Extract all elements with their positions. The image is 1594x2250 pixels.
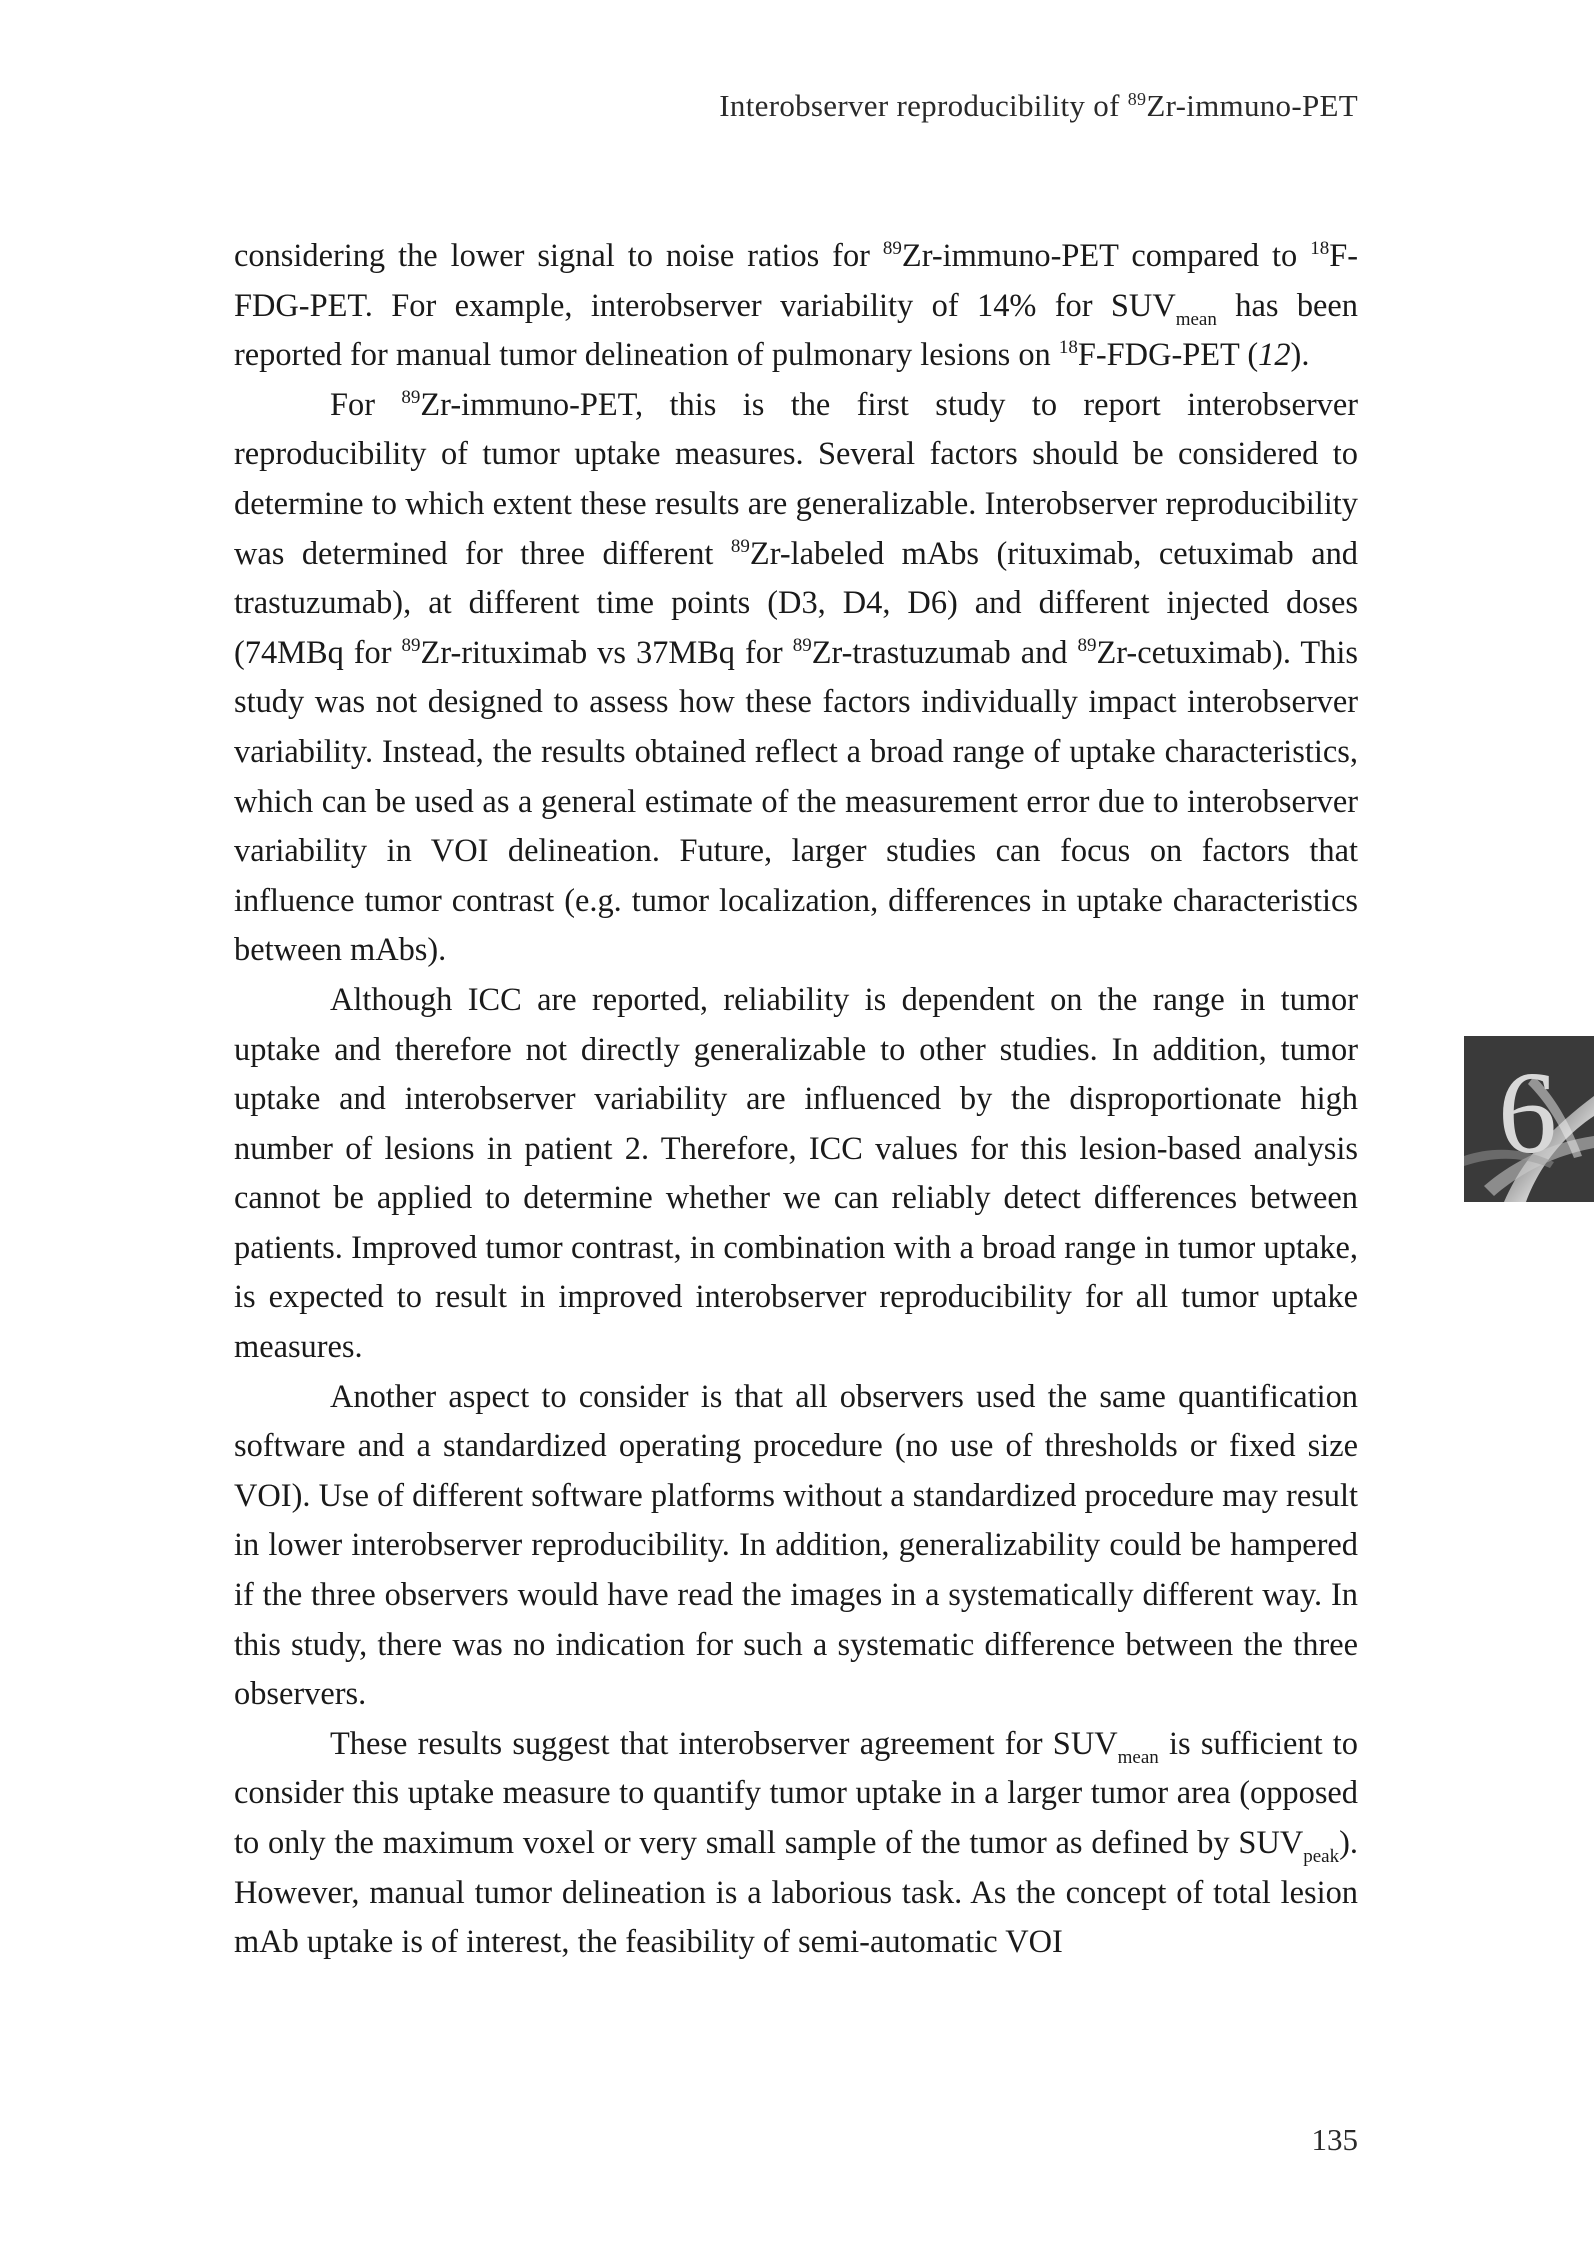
text-run: Another aspect to consider is that all observers used the same quantification software and a standardized operating procedure (no use of thresholds or fixed size VOI). Use of different software platforms without a standardized procedure may result in lower interobserver reproducibility. In addition, generalizability could be hampered if the three observers would have read the images in a systematically different way. In this study, there was no indication for such a systematic difference between the three observers.: [234, 1378, 1358, 1713]
isotope-superscript: 18: [1310, 238, 1330, 259]
text-run: For: [330, 386, 402, 423]
text-run: ). However, manual tumor delineation is a laborious task. As the concept of total lesion mAb uptake is of interest, the feasibility of semi-automatic VOI: [234, 1825, 1358, 1961]
isotope-superscript: 89: [882, 238, 902, 259]
running-header: [719, 88, 1358, 124]
isotope-superscript: 89: [792, 634, 812, 656]
text-run: considering the lower signal to noise ratios for: [234, 238, 883, 274]
text-run: Zr-cetuximab). This study was not designed to assess how these factors individually impact interobserver variability. Instead, the results obtained reflect a broad range of uptake characteristics, which can be used as a general estimate of the measurement error due to interobserver variability in VOI delineation. Future, larger studies can focus on factors that influence tumor contrast (e.g. tumor localization, differences in uptake characteristics between mAbs).: [234, 634, 1358, 969]
paragraph: [234, 381, 1358, 976]
text-run: These results suggest that interobserver agreement for SUV: [330, 1725, 1118, 1762]
text-run: Although ICC are reported, reliability is dependent on the range in tumor uptake and therefore not directly generalizable to other studies. In addition, tumor uptake and interobserver variability are influenced by the disproportionate high number of lesions in patient 2. Therefore, ICC values for this lesion-based analysis cannot be applied to determine whether we can reliably detect differences between patients. Improved tumor contrast, in combination with a broad range in tumor uptake, is expected to result in improved interobserver reproducibility for all tumor uptake measures.: [234, 981, 1358, 1366]
subscript: mean: [1117, 1746, 1159, 1768]
running-header-prefix: Interobserver reproducibility of: [719, 88, 1128, 123]
text-run: has been reported for manual tumor delineation of pulmonary lesions on: [234, 287, 1358, 374]
chapter-number: 6: [1498, 1047, 1557, 1178]
subscript: mean: [1175, 308, 1217, 330]
isotope-superscript: 89: [1077, 634, 1097, 656]
chapter-tab: [1464, 1036, 1594, 1202]
subscript: peak: [1303, 1846, 1340, 1867]
text-run: Zr-rituximab vs 37MBq for: [420, 634, 793, 671]
text-run: Zr-labeled mAbs (rituximab, cetuximab and trastuzumab), at different time points (D3, D4, D6) and different injected doses (74MBq for: [234, 535, 1358, 671]
paragraph: [234, 1720, 1358, 1968]
running-header-suffix: Zr-immuno-PET: [1146, 88, 1358, 123]
isotope-superscript: 89: [401, 386, 421, 408]
text-run: Zr-immuno-PET, this is the first study to report interobserver reproducibility of tumor uptake measures. Several factors should be considered to determine to which extent these results are generalizable. Interobserver reproducibility was determined for three different: [234, 386, 1359, 572]
running-header-isotope: 89: [1127, 89, 1147, 109]
text-run: F-FDG-PET (: [1077, 337, 1259, 374]
text-run: is sufficient to consider this uptake measure to quantify tumor uptake in a larger tumor area (opposed to only the maximum voxel or very small sample of the tumor as defined by SUV: [234, 1725, 1358, 1861]
isotope-superscript: 18: [1058, 337, 1078, 359]
isotope-superscript: 89: [730, 535, 750, 557]
paragraph: [234, 232, 1358, 381]
reference-number: 12: [1258, 337, 1291, 374]
body-text: [234, 232, 1358, 1968]
isotope-superscript: 89: [401, 634, 421, 656]
text-run: ).: [1290, 337, 1310, 374]
text-run: F-FDG-PET. For example, interobserver variability of 14% for SUV: [234, 238, 1359, 324]
paragraph: [234, 976, 1358, 1373]
text-run: Zr-trastuzumab and: [811, 634, 1078, 671]
paragraph: [234, 1373, 1358, 1720]
page-number: 135: [1311, 2122, 1358, 2157]
text-run: Zr-immuno-PET compared to: [901, 238, 1311, 274]
